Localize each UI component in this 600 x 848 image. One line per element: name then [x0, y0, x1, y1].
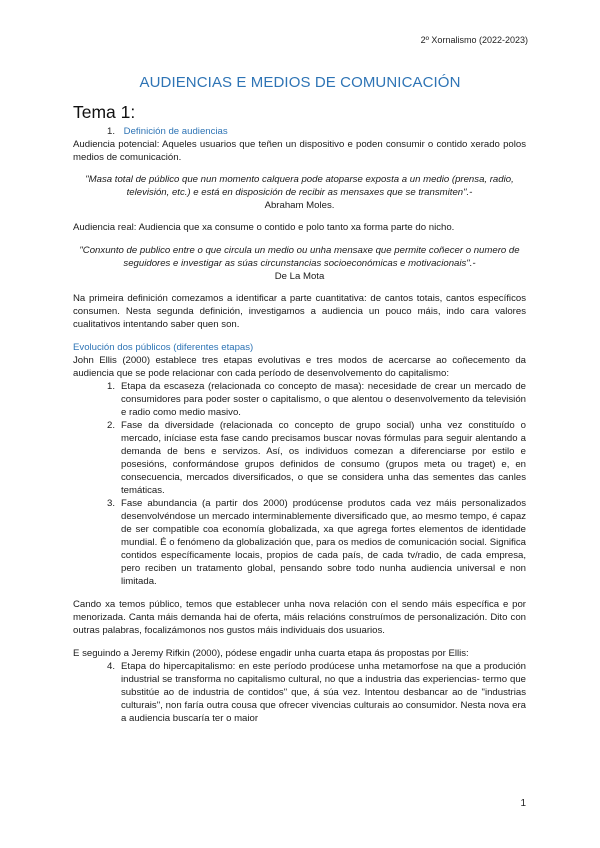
paragraph-rifkin: E seguindo a Jeremy Rifkin (2000), pódese engadir unha cuarta etapa ás propostas por Ellis: [73, 648, 469, 659]
etapas-list [73, 380, 526, 588]
tema-heading: Tema 1: [73, 102, 136, 122]
list-item [73, 497, 526, 588]
paragraph-audiencia-potencial: Audiencia potencial: Aqueles usuarios que teñen un dispositivo e poden consumir o contido xerado polos medios de comunicación. [73, 139, 526, 163]
quote-moles: "Masa total de público que nun momento calquera pode atoparse exposta a un medio (prensa, radio, televisión, etc.) e está en disposición de recibir as mensaxes que se transmiten".- [85, 174, 514, 198]
document-title: AUDIENCIAS E MEDIOS DE COMUNICACIÓN [139, 74, 461, 91]
quote-author-moles: Abraham Moles. [264, 200, 335, 211]
page-number: 1 [520, 798, 526, 809]
document-body [73, 101, 526, 725]
subheading-evolucion: Evolución dos públicos (diferentes etapas) [73, 342, 254, 353]
quote-author-delamota: De La Mota [274, 271, 325, 282]
paragraph-publico: Cando xa temos público, temos que establecer unha nova relación con el sendo máis específica e por menorizada. Canta máis demanda hai de oferta, máis relacións construímos de personalización. Dito con outras palabras, focalizámonos nos gustos máis individuais dos usuarios. [73, 599, 526, 636]
section-number: 1. [107, 126, 116, 137]
list-item [73, 660, 526, 725]
paragraph-ellis: John Ellis (2000) establece tres etapas evolutivas e tres modos de acercarse ao coñecemento da audiencia que se pode relacionar con cada período de desenvolvemento do capitalismo: [73, 355, 526, 379]
list-number: 1. [107, 381, 116, 392]
list-text: Fase da diversidade (relacionada co concepto de grupo social) unha vez constituído o mercado, iníciase esta fase cando precisamos buscar novas fórmulas para seguir alentando a demanda de bens e servizos. Así, os individuos comezan a diferenciarse por estilo e posesións, conformándose grupos definidos de consumo (grupos meta ou traget) e, en consecuencia, mercados diversificados, o que se considera unha das sementes das canles temáticas. [121, 420, 526, 496]
list-text: Fase abundancia (a partir dos 2000) prodúcense produtos cada vez máis personalizados desenvolvéndose un mercado interminablemente diversificado que, ao mesmo tempo, é capaz de ser compatible coa economía globalizada, xa que agrega fortes elementos de identidade mundial. É o fenómeno da globalización que, para os medios de comunicación social. Significa contidos específicamente locais, propios de cada país, de cada tv/radio, de cada empresa, pero reciben un tratamento global, pensando sobre todo nunha audiencia universal e non limitada. [121, 498, 526, 587]
quote-delamota: "Conxunto de publico entre o que circula un medio ou unha mensaxe que permite coñecer o numero de seguidores e investigar as súas circunstancias socioeconómicas e motivacionais".- [79, 245, 520, 269]
list-text: Etapa do hipercapitalismo: en este período prodúcese unha metamorfose na que a produción industrial se transforma no capitalismo cultural, no que a industria das experiencias- termo que substitúe ao de industria de contidos" que, á súa vez. Intentou desbancar ao de "industrias culturais", non faría outra cousa que ofrecer vivencias culturais ao consumidor. Nesta nova era a audiencia buscaría ter o maior [121, 661, 526, 724]
course-header: 2º Xornalismo (2022-2023) [420, 35, 528, 45]
list-text: Etapa da escaseza (relacionada co concepto de masa): necesidade de crear un mercado de consumidores para poder soster o capitalismo, o que alentou o desenvolvemento da televisión e radio como medio masivo. [121, 381, 526, 418]
section-title: Definición de audiencias [123, 126, 228, 137]
etapa4-list [73, 660, 526, 725]
list-number: 2. [107, 420, 116, 431]
list-number: 4. [107, 661, 116, 672]
paragraph-audiencia-real: Audiencia real: Audiencia que xa consume o contido e polo tanto xa forma parte do nicho. [73, 222, 455, 233]
list-number: 3. [107, 498, 116, 509]
paragraph-definicions: Na primeira definición comezamos a identificar a parte cuantitativa: de cantos totais, cantos específicos consumen. Nesta segunda definición, investigamos a audiencia un pouco máis, indo cara valores cualitativos intentando saber quen son. [73, 293, 526, 330]
list-item [73, 419, 526, 497]
section-heading-definicion [107, 125, 526, 138]
list-item [73, 380, 526, 419]
